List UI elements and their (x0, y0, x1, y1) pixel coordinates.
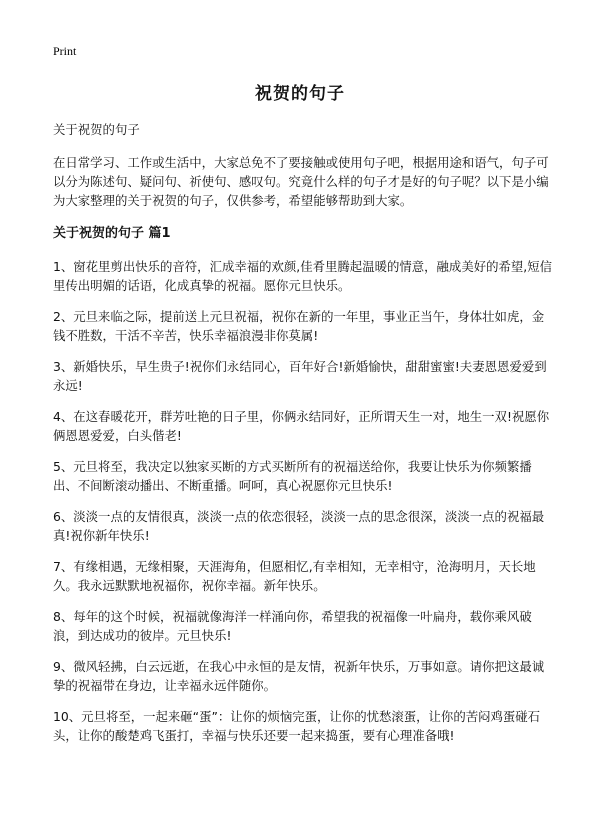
list-item: 10、元旦将至，一起来砸“蛋”：让你的烦恼完蛋，让你的忧愁滚蛋，让你的苦闷鸡蛋碰石头，让你的酸楚鸡飞蛋打，幸福与快乐还要一起来捣蛋，要有心理准备哦! (53, 709, 541, 743)
list-item: 4、在这春暖花开，群芳吐艳的日子里，你俩永结同好，正所谓天生一对，地生一双!祝愿你俩恩恩爱爱，白头偕老! (53, 409, 550, 443)
page-title: 祝贺的句子 (255, 84, 345, 104)
list-item: 5、元旦将至，我决定以独家买断的方式买断所有的祝福送给你，我要让快乐为你频繁播出、不间断滚动播出、不断重播。呵呵，真心祝愿你元旦快乐! (53, 459, 532, 493)
list-item: 1、窗花里剪出快乐的音符，汇成幸福的欢颜,佳肴里腾起温暖的情意，融成美好的希望,短信里传出明媚的话语，化成真挚的祝福。愿你元旦快乐。 (53, 259, 552, 293)
list-item: 6、淡淡一点的友情很真，淡淡一点的依恋很轻，淡淡一点的思念很深，淡淡一点的祝福最真!祝你新年快乐! (53, 509, 545, 543)
print-link[interactable]: Print (53, 44, 77, 58)
list-item: 7、有缘相遇，无缘相聚，天涯海角，但愿相忆,有幸相知，无幸相守，沧海明月，天长地久。我永远默默地祝福你，祝你幸福。新年快乐。 (53, 559, 536, 593)
list-item: 3、新婚快乐，早生贵子!祝你们永结同心，百年好合!新婚愉快，甜甜蜜蜜!夫妻恩恩爱爱到永远! (53, 359, 547, 393)
document-body (53, 120, 553, 757)
list-item: 2、元旦来临之际，提前送上元旦祝福，祝你在新的一年里，事业正当午，身体壮如虎，金钱不胜数，干活不辛苦，快乐幸福浪漫非你莫属! (53, 309, 545, 343)
list-item: 9、微风轻拂，白云远逝，在我心中永恒的是友情，祝新年快乐，万事如意。请你把这最诚挚的祝福带在身边，让幸福永远伴随你。 (53, 659, 545, 693)
list-item: 8、每年的这个时候，祝福就像海洋一样涌向你，希望我的祝福像一叶扁舟，载你乘风破浪，到达成功的彼岸。元旦快乐! (53, 609, 532, 643)
section-heading: 关于祝贺的句子 篇1 (53, 226, 171, 241)
intro-paragraph: 在日常学习、工作或生活中，大家总免不了要接触或使用句子吧，根据用途和语气，句子可以分为陈述句、疑问句、祈使句、感叹句。究竟什么样的句子才是好的句子呢？以下是小编为大家整理的关于祝贺的句子，仅供参考，希望能够帮助到大家。 (53, 155, 549, 208)
subtitle: 关于祝贺的句子 (53, 122, 140, 137)
